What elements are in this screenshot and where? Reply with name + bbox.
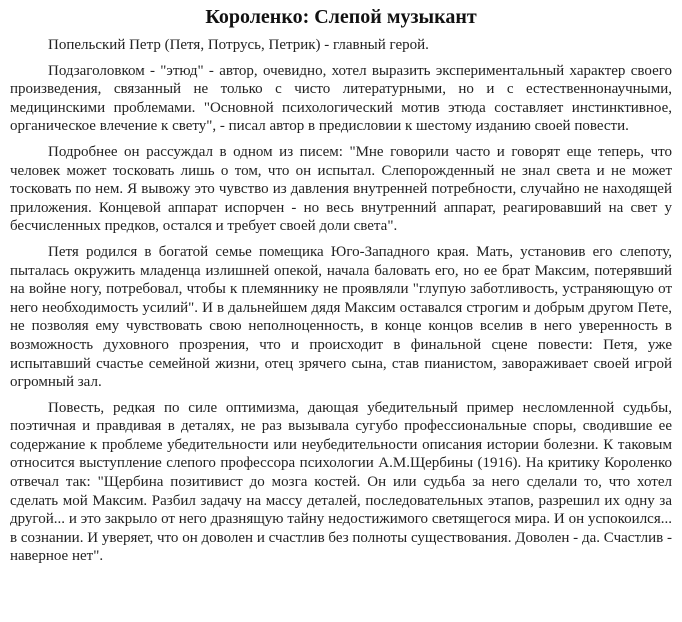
- paragraph-letter-quote: Подробнее он рассуждал в одном из писем: "Мне говорили часто и говорят еще теперь, что человек может тосковать лишь о том, что он испытал. Слепорожденный не знал света и не может тосковать по нем. Я вывожу это чувство из давления внутренней потребности, случайно не находящей приложения. Концевой аппарат испорчен - но весь внутренний аппарат, реагировавший на свет у бесчисленных предков, остался и требует своей доли света".: [10, 143, 672, 235]
- paragraph-main-hero: Попельский Петр (Петя, Потрусь, Петрик) - главный герой.: [48, 37, 429, 53]
- document-title: Короленко: Слепой музыкант: [205, 6, 477, 28]
- paragraph-criticism: Повесть, редкая по силе оптимизма, дающая убедительный пример несломленной судьбы, поэтичная и правдивая в деталях, не раз вызывала сугубо профессиональные споры, сводившие ее содержание к проблеме убедительности или неубедительности описания истории болезни. К таковым относится выступление слепого профессора психологии А.М.Щербины (1916). На критику Короленко отвечал так: "Щербина позитивист до мозга костей. Он или судьба за него сделали то, что хотел сделать мой Максим. Разбил задачу на массу деталей, последовательных этапов, разрешил их одну за другой... и это закрыло от него дразнящую тайну недостижимого светящегося мира. И он успокоился... в сознании. И уверяет, что он доволен и счастлив без полноты существования. Доволен - да. Счастлив - наверное нет".: [10, 399, 672, 565]
- paragraph-subtitle-etude: Подзаголовком - "этюд" - автор, очевидно, хотел выразить экспериментальный характер своего произведения, связанный не только с чисто литературными, но и с естественнонаучными, медицинскими проблемами. "Основной психологический мотив этюда составляет инстинктивное, органическое влечение к свету", - писал автор в предисловии к шестому изданию своей повести.: [10, 62, 672, 135]
- paragraph-plot: Петя родился в богатой семье помещика Юго-Западного края. Мать, установив его слепоту, пыталась окружить младенца излишней опекой, начала баловать его, но ее брат Максим, потерявший на войне ногу, потребовал, чтобы к племяннику не проявляли "глупую заботливость, устраняющую от него необходимость усилий". И в дальнейшем дядя Максим оставался строгим и добрым другом Пете, не позволяя ему чувствовать свою неполноценность, в конце концов вселив в него уверенность в возможность духовного прозрения, что и происходит в финальной сцене повести: Петя, уже испытавший счастье семейной жизни, отец зрячего сына, став пианистом, завораживает своей игрой огромный зал.: [10, 243, 672, 391]
